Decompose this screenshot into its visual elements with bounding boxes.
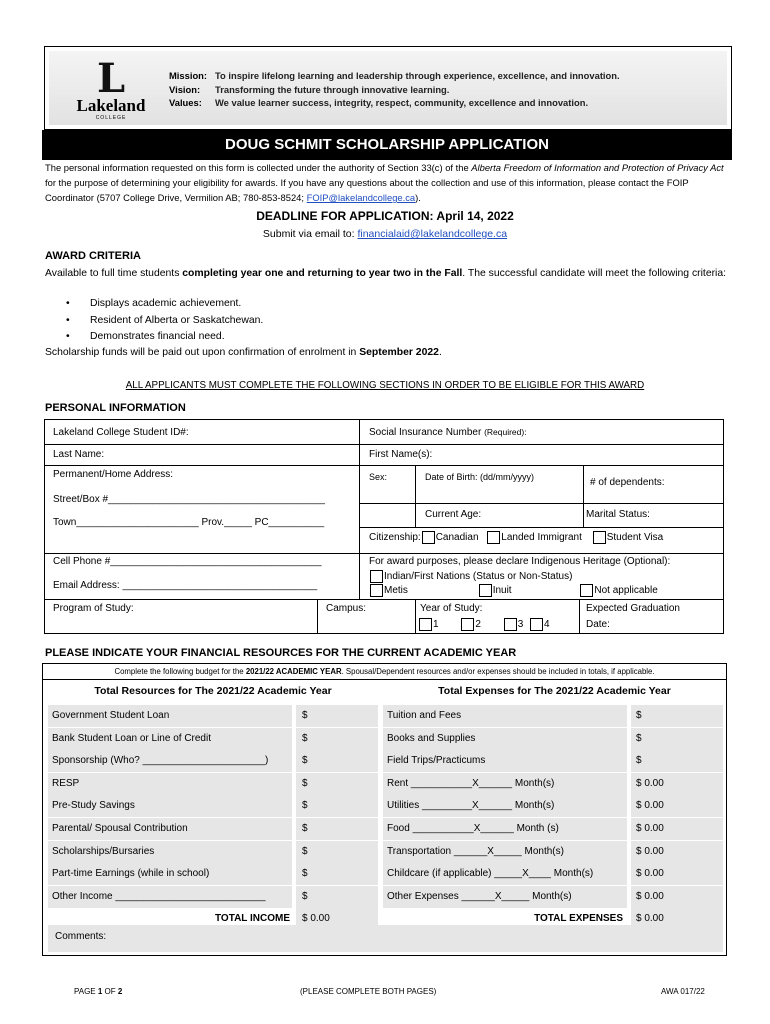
vision-label: Vision:: [169, 83, 201, 95]
resource-label: Other Income ___________________________: [52, 890, 266, 902]
logo-mark: L: [96, 55, 126, 102]
personal-info-heading: PERSONAL INFORMATION: [45, 402, 186, 414]
resource-amount-field[interactable]: $: [296, 818, 378, 840]
student-id-label: Lakeland College Student ID#:: [53, 427, 189, 438]
resource-label: Sponsorship (Who? ______________________): [52, 755, 269, 767]
first-nations-checkbox[interactable]: [370, 570, 383, 583]
note-year: 2021/22 ACADEMIC YEAR: [245, 667, 342, 676]
home-address-label: Permanent/Home Address:: [53, 469, 174, 480]
intro-text-3: ).: [415, 192, 421, 203]
expense-amount-field[interactable]: $ 0.00: [631, 818, 723, 840]
resource-label: Government Student Loan: [52, 710, 170, 721]
graduation-date-label: Date:: [586, 619, 610, 630]
resource-amount-field[interactable]: $: [296, 728, 378, 750]
sin-required: (Required):: [484, 427, 527, 437]
comments-field[interactable]: Comments:: [48, 925, 723, 952]
year-2-checkbox[interactable]: [461, 618, 474, 631]
criteria-line-a: Available to full time students: [45, 268, 183, 279]
expense-amount-field[interactable]: $: [631, 705, 723, 727]
visa-checkbox[interactable]: [593, 531, 606, 544]
sin-label: [369, 427, 527, 438]
year-label: Year of Study:: [420, 603, 483, 614]
expense-label: Tuition and Fees: [387, 710, 462, 721]
all-applicants-notice: ALL APPLICANTS MUST COMPLETE THE FOLLOWING SECTIONS IN ORDER TO BE ELIGIBLE FOR THIS AWARD: [125, 380, 645, 391]
visa-label: Student Visa: [606, 532, 664, 544]
expense-label: Food ___________X______ Month (s): [387, 823, 559, 834]
program-label: Program of Study:: [53, 603, 134, 614]
town-field[interactable]: Town______________________ Prov._____ PC__________: [53, 517, 325, 528]
mission-text: To inspire lifelong learning and leadership through experience, excellence, and innovation.: [215, 70, 620, 81]
submit-text: Submit via email to:: [262, 228, 358, 240]
last-name-label: Last Name:: [53, 449, 105, 460]
intro-text-2: for the purpose of determining your eligibility for awards. If you have any questions about the collection and use of this information, please contact the FOIP Coordinator (5707 College Drive, Vermilion AB; 780-853-8524;: [45, 177, 689, 203]
expense-label: Childcare (if applicable) _____X____ Month(s): [387, 868, 594, 880]
foip-email-link[interactable]: FOIP@lakelandcollege.ca: [306, 192, 416, 203]
expense-amount-field[interactable]: $ 0.00: [631, 841, 723, 863]
expense-label: Rent ___________X______ Month(s): [387, 777, 555, 789]
year-3-checkbox[interactable]: [504, 618, 517, 631]
criteria-line-b: completing year one and returning to year two in the Fall: [182, 268, 463, 279]
note-text-2: . Spousal/Dependent resources and/or expenses should be included in totals, if applicable.: [341, 667, 655, 676]
resource-amount-field[interactable]: $: [296, 705, 378, 727]
first-names-label: First Name(s):: [369, 449, 433, 460]
total-expenses-field[interactable]: $ 0.00: [631, 908, 723, 930]
logo-sub: COLLEGE: [95, 115, 127, 121]
expense-amount-field[interactable]: $ 0.00: [631, 795, 723, 817]
criteria-text: [45, 266, 735, 282]
college-header: [44, 46, 732, 130]
funds-date: September 2022: [359, 347, 439, 358]
resource-amount-field[interactable]: $: [296, 863, 378, 885]
expense-amount-field[interactable]: $ 0.00: [631, 863, 723, 885]
logo-name: Lakeland: [76, 96, 146, 115]
resources-heading: Total Resources for The 2021/22 Academic Year: [94, 685, 332, 697]
page-of: OF: [102, 987, 118, 996]
resource-label: Bank Student Loan or Line of Credit: [52, 732, 211, 744]
email-field[interactable]: Email Address: ___________________________________: [53, 580, 318, 591]
dob-label: Date of Birth: (dd/mm/yyyy): [425, 472, 535, 482]
intro-act: Alberta Freedom of Information and Protection of Privacy Act: [471, 162, 724, 173]
expense-label: Field Trips/Practicums: [387, 755, 486, 767]
personal-info-table: [44, 419, 724, 634]
not-applicable-label: Not applicable: [594, 585, 658, 597]
page-title: DOUG SCHMIT SCHOLARSHIP APPLICATION: [42, 130, 732, 160]
note-text: Complete the following budget for the: [114, 667, 246, 676]
bullet-text: Demonstrates financial need.: [90, 331, 225, 342]
funds-text: Scholarship funds will be paid out upon confirmation of enrolment in: [45, 347, 360, 358]
page-total: 2: [117, 987, 123, 996]
expense-amount-field[interactable]: $ 0.00: [631, 773, 723, 795]
landed-label: Landed Immigrant: [501, 532, 582, 544]
year-3-label: 3: [517, 619, 524, 631]
expense-amount-field[interactable]: $: [631, 750, 723, 772]
values-text: We value learner success, integrity, respect, community, excellence and innovation.: [215, 97, 589, 108]
total-expenses-label: TOTAL EXPENSES: [534, 913, 623, 925]
page-current: 1: [97, 987, 103, 996]
first-nations-row: [369, 570, 572, 583]
criteria-line-c: . The successful candidate will meet the following criteria:: [462, 268, 727, 279]
total-income-label: TOTAL INCOME: [215, 913, 290, 925]
form-code: AWA 017/22: [661, 987, 705, 996]
dependents-label: # of dependents:: [590, 477, 665, 488]
resource-amount-field[interactable]: $: [296, 886, 378, 908]
mission-vision-values: [169, 69, 620, 110]
page-number: [74, 987, 122, 996]
year-4-checkbox[interactable]: [530, 618, 543, 631]
funds-end: .: [438, 347, 442, 358]
canadian-label: Canadian: [435, 532, 479, 544]
financial-aid-email-link[interactable]: financialaid@lakelandcollege.ca: [357, 228, 508, 240]
header-banner: [49, 51, 727, 125]
cell-phone-field[interactable]: Cell Phone #______________________________________: [53, 556, 322, 567]
citizenship-label: Citizenship:: [369, 532, 421, 544]
graduation-label: Expected Graduation: [586, 603, 680, 614]
canadian-checkbox[interactable]: [422, 531, 435, 544]
criteria-bullet: • Displays academic achievement.: [66, 298, 242, 309]
year-1-label: 1: [433, 619, 439, 631]
not-applicable-checkbox[interactable]: [580, 584, 593, 597]
first-nations-label: Indian/First Nations (Status or Non-Status): [384, 571, 573, 583]
total-income-field[interactable]: $ 0.00: [296, 908, 378, 930]
indigenous-label: For award purposes, please declare Indigenous Heritage (Optional):: [369, 556, 671, 567]
expense-label: Other Expenses ______X_____ Month(s): [387, 890, 572, 902]
expense-amount-field[interactable]: $ 0.00: [631, 886, 723, 908]
landed-checkbox[interactable]: [487, 531, 500, 544]
expense-label: Books and Supplies: [387, 732, 476, 744]
year-options: [418, 618, 550, 631]
sin-text: Social Insurance Number: [369, 427, 482, 438]
criteria-bullet: • Demonstrates financial need.: [66, 331, 225, 342]
award-criteria-heading: AWARD CRITERIA: [45, 250, 141, 262]
resource-amount-field[interactable]: $: [296, 841, 378, 863]
resource-label: Scholarships/Bursaries: [52, 845, 155, 857]
deadline: DEADLINE FOR APPLICATION: April 14, 2022: [256, 209, 514, 223]
resource-label: Pre-Study Savings: [52, 800, 135, 812]
resource-label: Parental/ Spousal Contribution: [52, 823, 188, 834]
resource-label: RESP: [52, 777, 80, 789]
street-field[interactable]: Street/Box #_______________________________________: [53, 494, 325, 505]
expense-label: Transportation ______X_____ Month(s): [387, 845, 564, 857]
resource-label: Part-time Earnings (while in school): [52, 868, 210, 880]
submit-instructions: [0, 228, 770, 240]
campus-label: Campus:: [326, 603, 367, 614]
criteria-bullet: • Resident of Alberta or Saskatchewan.: [66, 315, 264, 326]
marital-label: Marital Status:: [586, 509, 650, 520]
funds-note: [45, 347, 442, 358]
metis-label: Metis: [384, 585, 408, 597]
bullet-text: Resident of Alberta or Saskatchewan.: [90, 315, 264, 326]
inuit-label: Inuit: [492, 585, 512, 597]
citizenship-row: [369, 531, 663, 544]
expense-label: Utilities _________X______ Month(s): [387, 800, 555, 812]
metis-row: [369, 584, 658, 597]
sex-label: Sex:: [369, 472, 388, 482]
complete-both-pages: (PLEASE COMPLETE BOTH PAGES): [300, 987, 437, 996]
mission-label: Mission:: [169, 70, 208, 81]
financial-heading: PLEASE INDICATE YOUR FINANCIAL RESOURCES FOR THE CURRENT ACADEMIC YEAR: [45, 647, 517, 659]
values-label: Values:: [169, 97, 202, 108]
inuit-checkbox[interactable]: [479, 584, 492, 597]
vision-text: Transforming the future through innovative learning.: [215, 83, 450, 95]
year-2-label: 2: [475, 619, 481, 631]
resource-amount-field[interactable]: $: [296, 795, 378, 817]
foip-notice: [45, 160, 735, 205]
metis-checkbox[interactable]: [370, 584, 383, 597]
intro-text: The personal information requested on this form is collected under the authority of Section 33(c) of the: [45, 162, 472, 173]
expense-amount-field[interactable]: $: [631, 728, 723, 750]
lakeland-logo: [67, 55, 155, 123]
resource-amount-field[interactable]: $: [296, 750, 378, 772]
year-1-checkbox[interactable]: [419, 618, 432, 631]
financial-table: [42, 663, 727, 956]
bullet-text: Displays academic achievement.: [90, 298, 242, 309]
page-label: PAGE: [74, 987, 98, 996]
age-label: Current Age:: [425, 509, 482, 520]
resource-amount-field[interactable]: $: [296, 773, 378, 795]
expenses-heading: Total Expenses for The 2021/22 Academic Year: [438, 685, 671, 697]
year-4-label: 4: [544, 619, 550, 631]
budget-note: [43, 664, 726, 679]
